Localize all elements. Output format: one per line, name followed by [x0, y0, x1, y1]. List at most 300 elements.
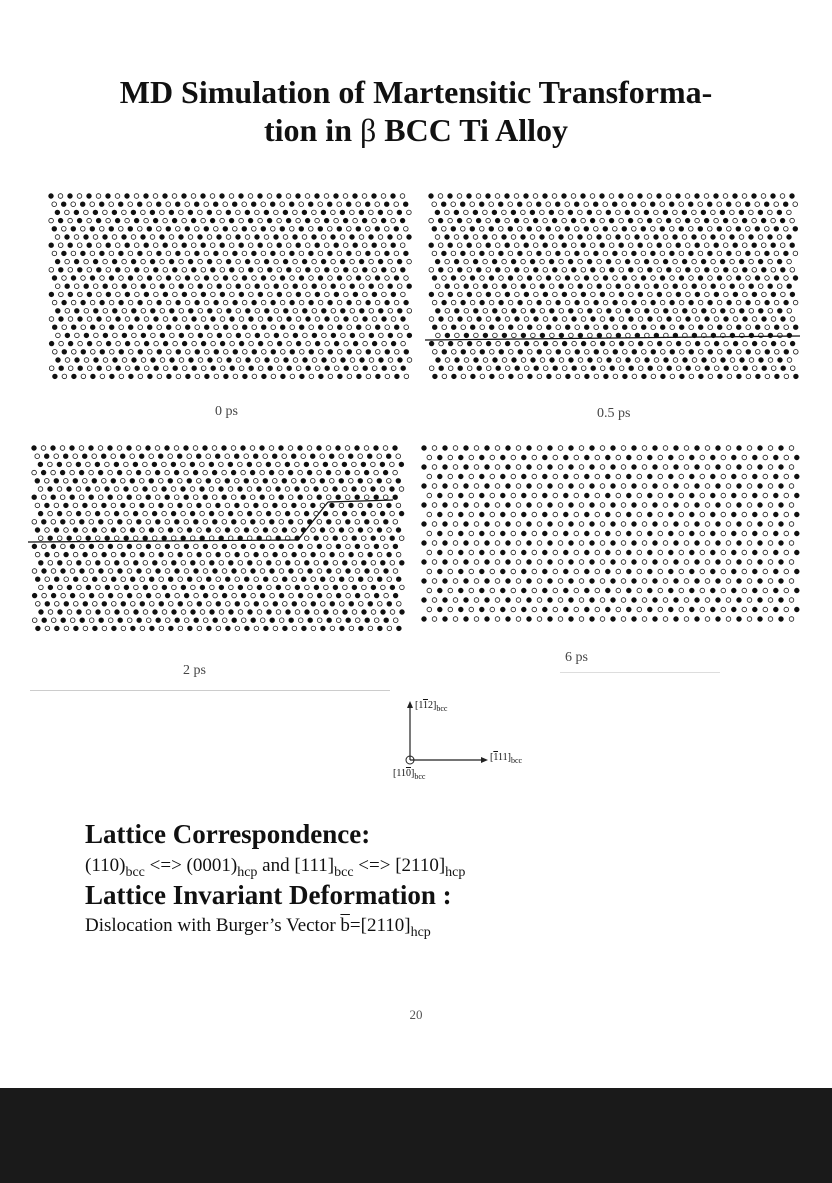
- atom: [562, 366, 567, 371]
- atom: [368, 528, 373, 533]
- atom: [157, 300, 162, 305]
- atom: [200, 610, 205, 615]
- atom: [112, 259, 117, 264]
- atom: [55, 284, 60, 289]
- atom: [65, 259, 70, 264]
- atom: [261, 202, 266, 207]
- atom: [267, 610, 272, 615]
- atom: [302, 626, 307, 631]
- atom: [595, 474, 600, 479]
- atom: [71, 276, 76, 281]
- atom: [153, 610, 158, 615]
- atom: [717, 325, 722, 330]
- atom: [629, 317, 634, 322]
- atom: [188, 210, 193, 215]
- atom: [232, 569, 237, 574]
- atom: [534, 268, 539, 273]
- atom: [311, 626, 316, 631]
- atom: [569, 309, 574, 314]
- atom: [483, 284, 488, 289]
- atom: [201, 366, 206, 371]
- atom: [698, 202, 703, 207]
- atom: [490, 550, 495, 555]
- atom: [758, 541, 763, 546]
- atom: [252, 374, 257, 379]
- atom: [600, 446, 605, 451]
- atom: [632, 374, 637, 379]
- atom: [711, 474, 716, 479]
- atom: [292, 602, 297, 607]
- atom: [206, 577, 211, 582]
- atom: [457, 194, 462, 199]
- atom: [252, 227, 257, 232]
- atom: [255, 358, 260, 363]
- atom: [89, 470, 94, 475]
- atom: [175, 544, 180, 549]
- atom: [73, 552, 78, 557]
- atom: [298, 495, 303, 500]
- atom: [83, 479, 88, 484]
- atom: [522, 512, 527, 517]
- atom: [292, 479, 297, 484]
- atom: [626, 333, 631, 338]
- atom: [314, 585, 319, 590]
- atom: [230, 268, 235, 273]
- atom: [293, 259, 298, 264]
- atom: [293, 235, 298, 240]
- atom: [787, 309, 792, 314]
- atom: [747, 484, 752, 489]
- atom: [600, 465, 605, 470]
- atom: [84, 235, 89, 240]
- atom: [448, 474, 453, 479]
- atom: [286, 610, 291, 615]
- atom: [732, 569, 737, 574]
- atom: [223, 276, 228, 281]
- atom: [235, 528, 240, 533]
- atom: [784, 531, 789, 536]
- atom: [236, 333, 241, 338]
- atom: [743, 366, 748, 371]
- atom: [254, 479, 259, 484]
- atom: [309, 374, 314, 379]
- atom: [346, 593, 351, 598]
- atom: [319, 350, 324, 355]
- atom: [768, 617, 773, 622]
- atom: [193, 446, 198, 451]
- atom: [108, 593, 113, 598]
- atom: [105, 561, 110, 566]
- atom: [752, 194, 757, 199]
- atom: [521, 333, 526, 338]
- atom: [483, 309, 488, 314]
- atom: [467, 366, 472, 371]
- atom: [106, 194, 111, 199]
- atom: [378, 602, 383, 607]
- atom: [213, 593, 218, 598]
- atom: [163, 341, 168, 346]
- atom: [459, 512, 464, 517]
- atom: [746, 300, 751, 305]
- atom: [753, 531, 758, 536]
- atom: [453, 522, 458, 527]
- atom: [679, 474, 684, 479]
- atom: [669, 569, 674, 574]
- atom: [312, 235, 317, 240]
- atom: [245, 235, 250, 240]
- atom: [480, 493, 485, 498]
- atom: [438, 569, 443, 574]
- atom: [397, 602, 402, 607]
- atom: [308, 618, 313, 623]
- atom: [131, 210, 136, 215]
- atom: [368, 503, 373, 508]
- atom: [632, 598, 637, 603]
- atom: [159, 626, 164, 631]
- atom: [635, 210, 640, 215]
- atom: [79, 470, 84, 475]
- atom: [62, 227, 67, 232]
- atom: [666, 194, 671, 199]
- atom: [231, 446, 236, 451]
- atom: [762, 292, 767, 297]
- atom: [324, 194, 329, 199]
- atom: [612, 202, 617, 207]
- atom: [233, 374, 238, 379]
- atom: [585, 569, 590, 574]
- atom: [201, 218, 206, 223]
- atom: [758, 579, 763, 584]
- atom: [277, 194, 282, 199]
- atom: [768, 484, 773, 489]
- atom: [108, 470, 113, 475]
- atom: [726, 465, 731, 470]
- atom: [716, 560, 721, 565]
- atom: [495, 446, 500, 451]
- atom: [669, 202, 674, 207]
- atom: [312, 358, 317, 363]
- atom: [506, 617, 511, 622]
- atom: [388, 309, 393, 314]
- atom: [109, 325, 114, 330]
- atom: [674, 465, 679, 470]
- atom: [361, 462, 366, 467]
- atom: [380, 487, 385, 492]
- atom: [125, 218, 130, 223]
- atom: [480, 227, 485, 232]
- atom: [89, 618, 94, 623]
- atom: [128, 251, 133, 256]
- atom: [720, 259, 725, 264]
- atom: [515, 341, 520, 346]
- atom: [127, 569, 132, 574]
- atom: [397, 259, 402, 264]
- atom: [165, 470, 170, 475]
- atom: [737, 465, 742, 470]
- atom: [61, 520, 66, 525]
- atom: [704, 243, 709, 248]
- atom: [794, 374, 799, 379]
- atom: [480, 455, 485, 460]
- atom: [279, 470, 284, 475]
- atom: [532, 474, 537, 479]
- atom: [448, 512, 453, 517]
- atom: [350, 210, 355, 215]
- atom: [616, 455, 621, 460]
- atom: [621, 465, 626, 470]
- atom: [638, 218, 643, 223]
- atom: [689, 300, 694, 305]
- atom: [270, 202, 275, 207]
- atom: [587, 284, 592, 289]
- atom: [613, 227, 618, 232]
- atom: [469, 512, 474, 517]
- atom: [442, 325, 447, 330]
- atom: [148, 374, 153, 379]
- atom: [673, 210, 678, 215]
- atom: [296, 243, 301, 248]
- atom: [132, 333, 137, 338]
- atom: [55, 235, 60, 240]
- atom: [300, 374, 305, 379]
- atom: [569, 617, 574, 622]
- atom: [540, 259, 545, 264]
- atom: [165, 520, 170, 525]
- atom: [74, 210, 79, 215]
- atom: [575, 227, 580, 232]
- atom: [253, 454, 258, 459]
- atom: [758, 259, 763, 264]
- atom: [448, 455, 453, 460]
- atom: [170, 333, 175, 338]
- atom: [574, 455, 579, 460]
- atom: [374, 569, 379, 574]
- atom: [343, 194, 348, 199]
- atom: [637, 569, 642, 574]
- atom: [733, 317, 738, 322]
- atom: [575, 251, 580, 256]
- atom: [742, 218, 747, 223]
- atom: [480, 531, 485, 536]
- atom: [726, 617, 731, 622]
- atom: [52, 251, 57, 256]
- atom: [531, 333, 536, 338]
- atom: [795, 531, 800, 536]
- atom: [83, 503, 88, 508]
- atom: [553, 474, 558, 479]
- atom: [217, 210, 222, 215]
- atom: [283, 284, 288, 289]
- atom: [350, 259, 355, 264]
- atom: [360, 309, 365, 314]
- atom: [74, 284, 79, 289]
- atom: [181, 610, 186, 615]
- atom: [721, 493, 726, 498]
- atom: [628, 243, 633, 248]
- atom: [173, 268, 178, 273]
- atom: [336, 495, 341, 500]
- atom: [594, 325, 599, 330]
- atom: [784, 474, 789, 479]
- atom: [146, 569, 151, 574]
- atom: [222, 618, 227, 623]
- atom: [153, 561, 158, 566]
- atom: [255, 210, 260, 215]
- atom: [309, 276, 314, 281]
- atom: [299, 227, 304, 232]
- atom: [534, 366, 539, 371]
- atom: [784, 276, 789, 281]
- atom: [590, 503, 595, 508]
- atom: [109, 276, 114, 281]
- atom: [70, 618, 75, 623]
- atom: [619, 317, 624, 322]
- atom: [737, 350, 742, 355]
- atom: [87, 292, 92, 297]
- atom: [74, 626, 79, 631]
- atom: [343, 243, 348, 248]
- atom: [369, 358, 374, 363]
- atom: [330, 552, 335, 557]
- atom: [556, 276, 561, 281]
- atom: [739, 259, 744, 264]
- atom: [695, 268, 700, 273]
- atom: [684, 484, 689, 489]
- atom: [144, 268, 149, 273]
- atom: [112, 626, 117, 631]
- atom: [765, 325, 770, 330]
- atom: [53, 374, 58, 379]
- atom: [595, 531, 600, 536]
- atom: [445, 210, 450, 215]
- atom: [178, 528, 183, 533]
- atom: [647, 218, 652, 223]
- atom: [134, 194, 139, 199]
- atom: [438, 243, 443, 248]
- atom: [358, 577, 363, 582]
- atom: [732, 512, 737, 517]
- atom: [508, 227, 513, 232]
- atom: [95, 462, 100, 467]
- atom: [70, 593, 75, 598]
- atom: [600, 366, 605, 371]
- atom: [283, 626, 288, 631]
- atom: [169, 210, 174, 215]
- atom: [486, 366, 491, 371]
- atom: [378, 235, 383, 240]
- atom: [521, 309, 526, 314]
- atom: [747, 522, 752, 527]
- atom: [328, 374, 333, 379]
- atom: [128, 227, 133, 232]
- atom: [203, 618, 208, 623]
- atom: [181, 536, 186, 541]
- atom: [632, 446, 637, 451]
- atom: [629, 366, 634, 371]
- atom: [476, 218, 481, 223]
- atom: [35, 577, 40, 582]
- atom: [441, 202, 446, 207]
- page-title-line2: [0, 110, 832, 150]
- atom: [314, 536, 319, 541]
- atom: [363, 317, 368, 322]
- atom: [249, 317, 254, 322]
- atom: [110, 350, 115, 355]
- atom: [349, 528, 354, 533]
- atom: [150, 602, 155, 607]
- atom: [708, 374, 713, 379]
- atom: [448, 607, 453, 612]
- atom: [328, 350, 333, 355]
- atom: [360, 358, 365, 363]
- atom: [427, 607, 432, 612]
- atom: [464, 541, 469, 546]
- atom: [87, 341, 92, 346]
- atom: [768, 259, 773, 264]
- atom: [795, 455, 800, 460]
- atom: [352, 561, 357, 566]
- atom: [383, 446, 388, 451]
- atom: [690, 512, 695, 517]
- atom: [209, 462, 214, 467]
- atom: [790, 218, 795, 223]
- atom: [779, 446, 784, 451]
- atom: [170, 309, 175, 314]
- atom: [208, 333, 213, 338]
- atom: [352, 462, 357, 467]
- atom: [558, 503, 563, 508]
- atom: [280, 251, 285, 256]
- atom: [38, 511, 43, 516]
- atom: [381, 194, 386, 199]
- atom: [36, 626, 41, 631]
- atom: [749, 235, 754, 240]
- atom: [499, 325, 504, 330]
- atom: [508, 276, 513, 281]
- atom: [224, 350, 229, 355]
- atom: [606, 455, 611, 460]
- atom: [641, 325, 646, 330]
- atom: [613, 350, 618, 355]
- atom: [597, 259, 602, 264]
- atom: [726, 579, 731, 584]
- atom: [553, 531, 558, 536]
- atom: [233, 276, 238, 281]
- atom: [157, 276, 162, 281]
- atom: [372, 366, 377, 371]
- atom: [603, 251, 608, 256]
- atom: [684, 541, 689, 546]
- atom: [680, 350, 685, 355]
- atom: [385, 276, 390, 281]
- atom: [207, 602, 212, 607]
- atom: [590, 598, 595, 603]
- atom: [435, 210, 440, 215]
- atom: [470, 251, 475, 256]
- atom: [509, 350, 514, 355]
- atom: [327, 202, 332, 207]
- atom: [684, 503, 689, 508]
- atom: [339, 577, 344, 582]
- atom: [374, 544, 379, 549]
- atom: [695, 341, 700, 346]
- atom: [274, 358, 279, 363]
- atom: [705, 484, 710, 489]
- atom: [282, 503, 287, 508]
- atom: [359, 602, 364, 607]
- atom: [308, 544, 313, 549]
- atom: [73, 503, 78, 508]
